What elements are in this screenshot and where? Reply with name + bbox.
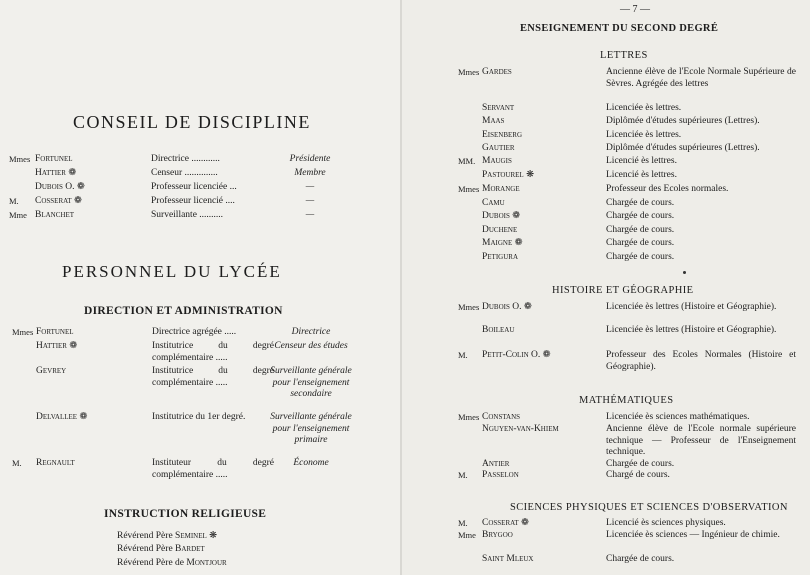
person-name: Camu: [482, 198, 505, 208]
function-text: Chargée de cours.: [606, 554, 675, 564]
person-name: Fortunel: [35, 154, 73, 164]
name-prefix: M.: [9, 196, 19, 206]
function-text: Professeur des Ecoles normales.: [606, 184, 729, 194]
function-text: Diplômée d'études supérieures (Lettres).: [606, 116, 760, 126]
right-page: [402, 0, 810, 575]
function-text: Chargée de cours.: [606, 238, 675, 248]
instruction-line: [117, 530, 217, 541]
name-prefix: M.: [458, 350, 468, 360]
person-name: Dubois O. ❁: [482, 302, 532, 312]
person-name: Dubois ❁: [482, 211, 521, 221]
person-name: Maas: [482, 116, 505, 126]
function-text: Licenciée ès lettres.: [606, 130, 682, 140]
person-name: Cosserat ❁: [35, 196, 83, 206]
person-name: Duchene: [482, 225, 518, 235]
instruction-line: [117, 558, 227, 568]
function-text: Chargée de cours.: [606, 198, 675, 208]
instruction-heading: INSTRUCTION RELIGIEUSE: [104, 508, 267, 520]
person-name: Boileau: [482, 325, 515, 335]
person-name: Cosserat ❁: [482, 518, 530, 528]
clergy-name: Bardet: [175, 544, 205, 554]
person-name: Hattier ❁: [36, 341, 78, 351]
function-text: Censeur ..............: [151, 168, 218, 178]
person-name: Pastourel ❋: [482, 170, 535, 180]
person-name: Passelon: [482, 470, 519, 480]
role-text: Présidente: [289, 154, 331, 164]
person-name: Nguyen-van-Khiem: [482, 424, 559, 434]
person-name: Regnault: [36, 458, 75, 468]
function-text: Chargée de cours.: [606, 211, 675, 221]
person-name: Gardes: [482, 67, 512, 77]
personnel-title: PERSONNEL DU LYCÉE: [62, 262, 282, 281]
role-text: Membre: [294, 168, 326, 178]
function-text: Professeur licencié ....: [151, 196, 235, 206]
direction-heading: DIRECTION ET ADMINISTRATION: [84, 305, 283, 317]
person-name: Hattier ❁: [35, 168, 77, 178]
histoire-heading: HISTOIRE ET GÉOGRAPHIE: [552, 285, 694, 296]
sciences-heading: SCIENCES PHYSIQUES ET SCIENCES D'OBSERVATION: [510, 502, 788, 513]
function-text: Ancienne élève de l'Ecole Normale Supérieure de Sèvres. Agrégée des lettres: [606, 67, 796, 89]
clergy-title: Révérend Père: [117, 544, 173, 554]
role-text: —: [305, 196, 315, 206]
conseil-title: CONSEIL DE DISCIPLINE: [73, 112, 311, 132]
second-degree-heading: ENSEIGNEMENT DU SECOND DEGRÉ: [520, 23, 719, 34]
role-text: Économe: [293, 458, 329, 468]
function-text: Institutrice du 1er degré.: [152, 412, 246, 422]
person-name: Delvallee ❁: [36, 412, 88, 422]
name-prefix: Mmes: [12, 327, 34, 337]
instruction-line: [117, 544, 205, 554]
role-text: —: [305, 210, 315, 220]
role-text: Censeur des études: [274, 341, 348, 351]
function-text: Directrice agrégée .....: [152, 327, 237, 337]
person-name: Gautier: [482, 143, 515, 153]
name-prefix: Mme: [9, 210, 27, 220]
role-text: Directrice: [291, 327, 331, 337]
name-prefix: Mmes: [458, 67, 480, 77]
function-text: Licencié ès sciences physiques.: [606, 518, 726, 528]
function-text: Licenciée ès lettres (Histoire et Géographie).: [606, 302, 777, 312]
person-name: Maigne ❁: [482, 238, 523, 248]
name-prefix: M.: [12, 458, 22, 468]
clergy-title: Révérend Père: [117, 531, 173, 541]
function-text: Institutrice du degré complémentaire .....: [152, 341, 274, 363]
name-prefix: M.: [458, 470, 468, 480]
name-prefix: Mme: [458, 530, 476, 540]
role-text: Surveillante générale pour l'enseignement primaire: [270, 412, 352, 445]
function-text: Chargée de cours.: [606, 459, 675, 469]
person-name: Constans: [482, 412, 521, 422]
name-prefix: MM.: [458, 156, 476, 166]
name-prefix: M.: [458, 518, 468, 528]
function-text: Professeur licenciée ...: [151, 182, 237, 192]
person-name: Blanchet: [35, 210, 74, 220]
function-text: Surveillante ..........: [151, 210, 224, 220]
function-text: Institutrice du degré complémentaire .....: [152, 366, 274, 388]
print-mark: [683, 271, 686, 274]
role-text: —: [305, 182, 315, 192]
person-name: Antier: [482, 459, 510, 469]
person-name: Fortunel: [36, 327, 74, 337]
function-text: Licenciée ès lettres (Histoire et Géographie).: [606, 325, 777, 335]
function-text: Chargé de cours.: [606, 470, 670, 480]
name-prefix: Mmes: [9, 154, 31, 164]
page-number: — 7 —: [620, 4, 650, 15]
function-text: Ancienne élève de l'Ecole normale supérieure technique — Professeur de l'Enseignement technique.: [606, 424, 796, 457]
maths-heading: MATHÉMATIQUES: [579, 395, 674, 406]
clergy-name: Seminel ❋: [175, 531, 218, 541]
function-text: Licenciée ès lettres.: [606, 103, 682, 113]
person-name: Saint Mleux: [482, 554, 534, 564]
function-text: Licenciée ès sciences — Ingénieur de chimie.: [606, 530, 780, 540]
person-name: Servant: [482, 103, 515, 113]
left-page: [0, 0, 402, 575]
clergy-title: Révérend Père de: [117, 558, 184, 568]
person-name: Brygoo: [482, 530, 513, 540]
person-name: Eisenberg: [482, 130, 523, 140]
person-name: Morange: [482, 184, 520, 194]
person-name: Maugis: [482, 156, 512, 166]
name-prefix: Mmes: [458, 302, 480, 312]
function-text: Licencié ès lettres.: [606, 170, 677, 180]
person-name: Petit-Colin O. ❁: [482, 350, 551, 360]
person-name: Dubois O. ❁: [35, 182, 85, 192]
function-text: Directrice ............: [151, 154, 220, 164]
function-text: Licencié ès lettres.: [606, 156, 677, 166]
name-prefix: Mmes: [458, 412, 480, 422]
function-text: Instituteur du degré complémentaire .....: [152, 458, 274, 480]
function-text: Chargée de cours.: [606, 225, 675, 235]
function-text: Licenciée ès sciences mathématiques.: [606, 412, 750, 422]
function-text: Professeur des Ecoles Normales (Histoire et Géographie).: [606, 350, 796, 372]
person-name: Gevrey: [36, 366, 67, 376]
lettres-heading: LETTRES: [600, 50, 648, 61]
function-text: Diplômée d'études supérieures (Lettres).: [606, 143, 760, 153]
clergy-name: Montjour: [186, 558, 227, 568]
person-name: Petigura: [482, 252, 519, 262]
name-prefix: Mmes: [458, 184, 480, 194]
role-text: Surveillante générale pour l'enseignement secondaire: [270, 366, 352, 399]
function-text: Chargée de cours.: [606, 252, 675, 262]
